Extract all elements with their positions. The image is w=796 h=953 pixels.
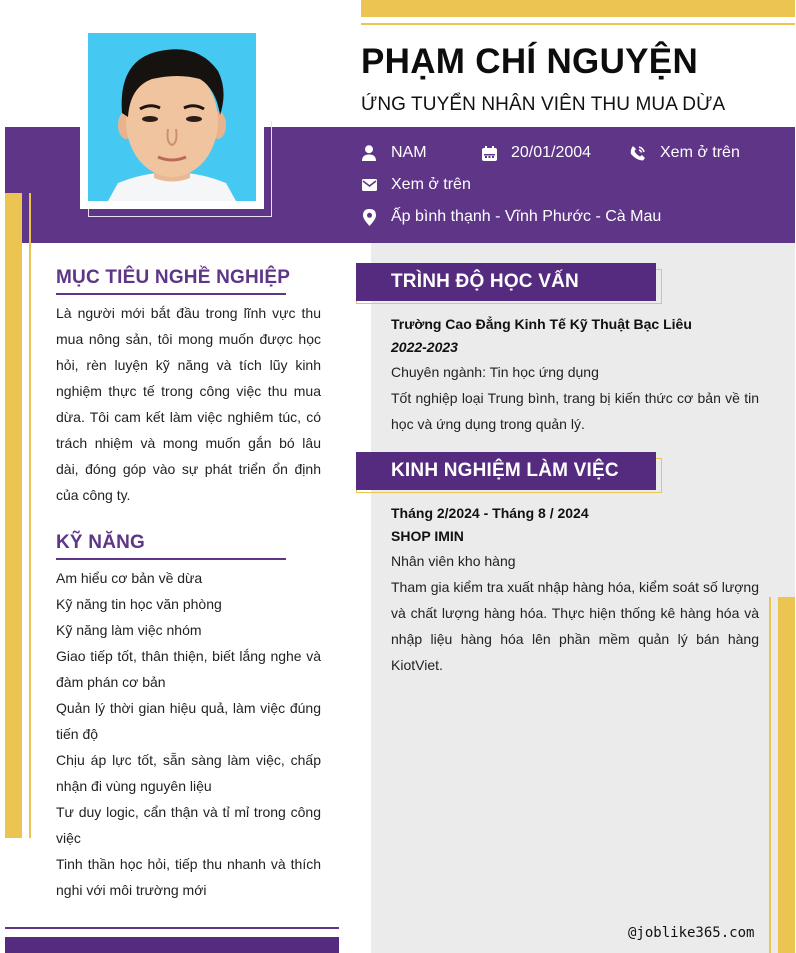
right-accent-line (769, 597, 771, 953)
skills-heading: KỸ NĂNG (56, 532, 146, 553)
education-school: Trường Cao Đẳng Kinh Tế Kỹ Thuật Bạc Liêu (391, 316, 692, 332)
experience-heading (356, 452, 656, 490)
education-heading-text: TRÌNH ĐỘ HỌC VẤN (391, 271, 579, 292)
left-accent-line (29, 193, 31, 838)
education-major: Chuyên ngành: Tin học ứng dụng (391, 364, 599, 380)
skills-underline (56, 558, 286, 560)
email-field (361, 176, 471, 194)
skills-list (56, 565, 321, 903)
skill-item: Tinh thần học hỏi, tiếp thu nhanh và thích nghi với môi trường mới (56, 856, 321, 898)
avatar-portrait-icon (88, 33, 256, 201)
experience-heading-text: KINH NGHIỆM LÀM VIỆC (391, 460, 619, 481)
right-accent-bar (778, 597, 795, 953)
envelope-icon (361, 177, 377, 193)
bottom-accent-line (5, 927, 339, 929)
education-heading (356, 263, 656, 301)
address-value: Ấp bình thạnh - Vĩnh Phước - Cà Mau (391, 208, 662, 225)
objective-underline (56, 293, 286, 295)
education-entry (391, 313, 759, 437)
skill-item: Tư duy logic, cẩn thận và tỉ mỉ trong công việc (56, 804, 321, 846)
top-accent-bar (361, 0, 795, 17)
applied-position: ỨNG TUYỂN NHÂN VIÊN THU MUA DỪA (361, 94, 726, 115)
experience-entry (391, 502, 759, 678)
experience-role: Nhân viên kho hàng (391, 553, 516, 569)
gender-field (361, 144, 427, 162)
phone-field (630, 144, 740, 162)
experience-description: Tham gia kiểm tra xuất nhập hàng hóa, kiểm soát số lượng và chất lượng hàng hóa. Thực hiện thống kê hàng hóa và nhập liệu hàng hóa lên phần mềm quản lý bán hàng KiotViet. (391, 579, 759, 673)
avatar (88, 33, 256, 201)
photo-frame (80, 33, 264, 209)
birthdate-field (481, 144, 591, 162)
skill-item: Chịu áp lực tốt, sẵn sàng làm việc, chấp nhận đi vùng nguyên liệu (56, 752, 321, 794)
watermark-text: @joblike365.com (628, 925, 755, 941)
left-accent-bar (5, 193, 22, 838)
objective-text: Là người mới bắt đầu trong lĩnh vực thu mua nông sản, tôi mong muốn được học hỏi, rèn luyện kỹ năng và tích lũy kinh nghiệm thực tế trong công việc thu mua dừa. Tôi cam kết làm việc nghiêm túc, có trách nhiệm và mong muốn gắn bó lâu dài, đóng góp vào sự phát triển ổn định của công ty. (56, 305, 321, 503)
address-field (361, 208, 661, 226)
email-value: Xem ở trên (391, 176, 471, 193)
objective-heading: MỤC TIÊU NGHỀ NGHIỆP (56, 267, 291, 288)
skill-item: Quản lý thời gian hiệu quả, làm việc đúng tiến độ (56, 700, 321, 742)
skill-item: Giao tiếp tốt, thân thiện, biết lắng nghe và đàm phán cơ bản (56, 648, 321, 690)
skill-item: Am hiểu cơ bản về dừa (56, 570, 203, 586)
calendar-icon (481, 145, 497, 161)
phone-icon (630, 145, 646, 161)
gender-value: NAM (391, 144, 427, 161)
education-years: 2022-2023 (391, 339, 458, 355)
experience-company: SHOP IMIN (391, 528, 464, 544)
experience-period: Tháng 2/2024 - Tháng 8 / 2024 (391, 505, 589, 521)
education-description: Tốt nghiệp loại Trung bình, trang bị kiến thức cơ bản về tin học và ứng dụng trong quản lý. (391, 390, 759, 432)
candidate-name: PHẠM CHÍ NGUYỆN (361, 42, 699, 81)
birthdate-value: 20/01/2004 (511, 144, 592, 161)
top-accent-line (361, 23, 795, 25)
skill-item: Kỹ năng tin học văn phòng (56, 596, 222, 612)
bottom-accent-bar (5, 937, 339, 953)
phone-value: Xem ở trên (660, 144, 740, 161)
user-icon (361, 145, 377, 161)
skill-item: Kỹ năng làm việc nhóm (56, 622, 202, 638)
map-marker-icon (361, 209, 377, 225)
